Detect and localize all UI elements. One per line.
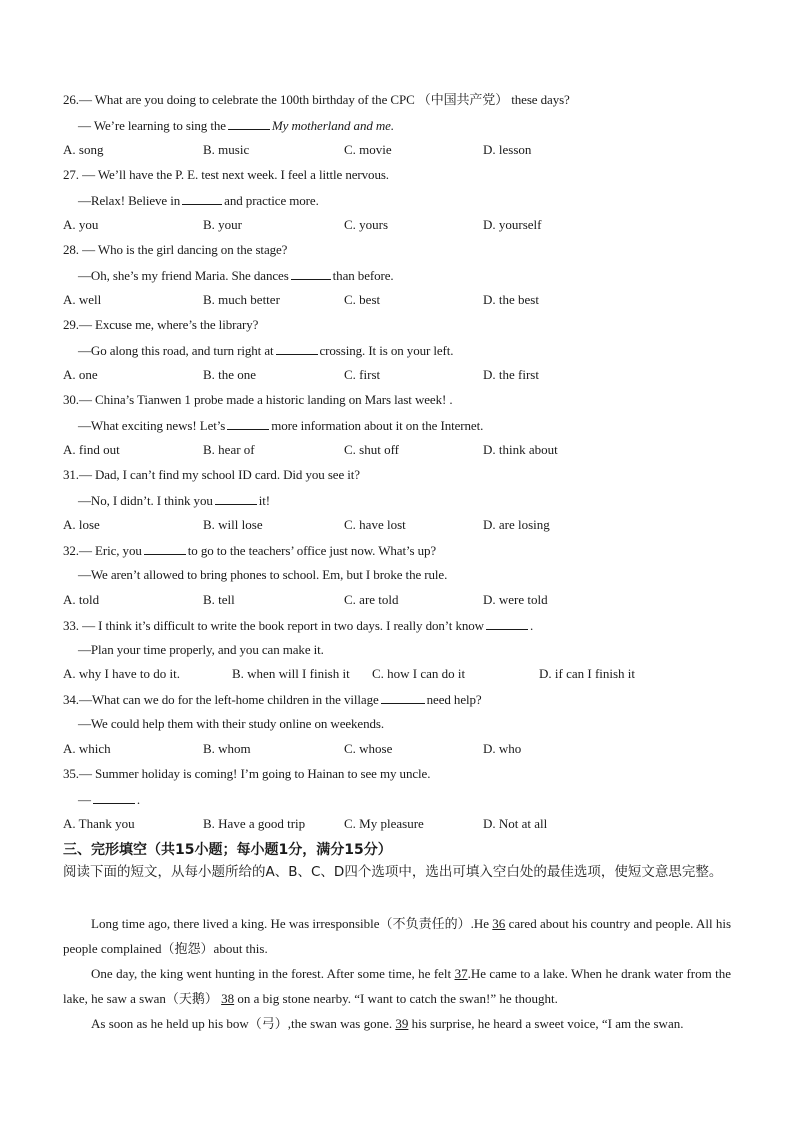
q30-answer — [78, 417, 483, 434]
q34-question — [63, 691, 482, 708]
q27-option-b[interactable]: B. your — [203, 217, 242, 232]
p3-text-b: his surprise, he heard a sweet voice, “I am the swan. — [411, 1016, 684, 1031]
blank-39[interactable]: 39 — [395, 1016, 409, 1031]
q34-question-text: 34.—What can we do for the left-home children in the village — [63, 692, 379, 707]
q35-answer-rest: . — [136, 792, 141, 807]
q31-answer-text: —No, I didn’t. I think you — [78, 493, 213, 508]
q30-question: 30.— China’s Tianwen 1 probe made a historic landing on Mars last week! . — [63, 392, 453, 407]
q31-answer — [78, 492, 270, 509]
q28-question: 28. — Who is the girl dancing on the stage? — [63, 242, 288, 257]
q33-option-b[interactable]: B. when will I finish it — [232, 666, 350, 681]
q28-option-a[interactable]: A. well — [63, 292, 102, 307]
q26-blank — [228, 117, 270, 130]
passage-paragraph-3 — [63, 1011, 731, 1036]
q30-option-a[interactable]: A. find out — [63, 442, 120, 457]
q29-option-b[interactable]: B. the one — [203, 367, 257, 382]
q26-answer-text: — We’re learning to sing the — [78, 118, 226, 133]
q29-question: 29.— Excuse me, where’s the library? — [63, 317, 259, 332]
q32-question — [63, 542, 436, 559]
q35-blank — [93, 791, 135, 804]
q26-song-title: My motherland and me. — [271, 118, 395, 133]
q34-question-rest: need help? — [426, 692, 482, 707]
blank-38[interactable]: 38 — [221, 991, 235, 1006]
q33-option-a[interactable]: A. why I have to do it. — [63, 666, 180, 681]
blank-36[interactable]: 36 — [492, 916, 506, 931]
passage-paragraph-1 — [63, 911, 731, 961]
q29-answer — [78, 342, 453, 359]
q33-question-text: 33. — I think it’s difficult to write the book report in two days. I really don’t know — [63, 618, 484, 633]
q29-answer-text: —Go along this road, and turn right at — [78, 343, 274, 358]
q27-option-d[interactable]: D. yourself — [483, 217, 542, 232]
q32-option-c[interactable]: C. are told — [344, 592, 399, 607]
q33-option-c[interactable]: C. how I can do it — [372, 666, 466, 681]
q35-option-b[interactable]: B. Have a good trip — [203, 816, 306, 831]
q26-option-a[interactable]: A. song — [63, 142, 104, 157]
q34-answer: —We could help them with their study online on weekends. — [78, 716, 385, 731]
q27-answer-text: —Relax! Believe in — [78, 193, 181, 208]
q26-answer — [78, 117, 394, 134]
p2-text-b: .He came to a lake. When he drank water from the lake, he saw a swan（天鹅） — [63, 966, 732, 1006]
q29-option-a[interactable]: A. one — [63, 367, 98, 382]
q29-option-c[interactable]: C. first — [344, 367, 381, 382]
q31-option-d[interactable]: D. are losing — [483, 517, 550, 532]
q30-option-c[interactable]: C. shut off — [344, 442, 400, 457]
q27-question: 27. — We’ll have the P. E. test next week. I feel a little nervous. — [63, 167, 389, 182]
q26-question: 26.— What are you doing to celebrate the 100th birthday of the CPC （中国共产党） these days? — [63, 92, 570, 107]
q32-option-b[interactable]: B. tell — [203, 592, 235, 607]
q32-answer: —We aren’t allowed to bring phones to school. Em, but I broke the rule. — [78, 567, 448, 582]
q32-option-a[interactable]: A. told — [63, 592, 100, 607]
q26-option-d[interactable]: D. lesson — [483, 142, 532, 157]
q28-blank — [291, 267, 331, 280]
section-instructions: 阅读下面的短文，从每小题所给的A、B、C、D四个选项中，选出可填入空白处的最佳选项，使短文意思完整。 — [63, 864, 723, 880]
q29-option-d[interactable]: D. the first — [483, 367, 539, 382]
q31-question: 31.— Dad, I can’t find my school ID card. Did you see it? — [63, 467, 360, 482]
passage-paragraph-2 — [63, 961, 731, 1011]
q35-question: 35.— Summer holiday is coming! I’m going to Hainan to see my uncle. — [63, 766, 431, 781]
q30-answer-rest: more information about it on the Internet. — [271, 418, 484, 433]
q35-option-c[interactable]: C. My pleasure — [344, 816, 424, 831]
q33-answer: —Plan your time properly, and you can make it. — [78, 642, 324, 657]
q27-blank — [182, 192, 222, 205]
q27-option-a[interactable]: A. you — [63, 217, 99, 232]
q28-option-d[interactable]: D. the best — [483, 292, 539, 307]
q31-option-a[interactable]: A. lose — [63, 517, 100, 532]
q30-answer-text: —What exciting news! Let’s — [78, 418, 226, 433]
q27-answer-rest: and practice more. — [224, 193, 319, 208]
q29-answer-rest: crossing. It is on your left. — [319, 343, 454, 358]
q26-option-c[interactable]: C. movie — [344, 142, 392, 157]
q31-option-b[interactable]: B. will lose — [203, 517, 263, 532]
p3-text-a: As soon as he held up his bow（弓）,the swan was gone. — [91, 1016, 393, 1031]
q33-blank — [486, 617, 528, 630]
q33-question-rest: . — [529, 618, 534, 633]
q32-blank — [144, 542, 186, 555]
p1-text-a: Long time ago, there lived a king. He was irresponsible（不负责任的）.He — [91, 916, 490, 931]
q35-answer — [78, 791, 140, 808]
q33-question — [63, 617, 533, 634]
q31-answer-rest: it! — [258, 493, 271, 508]
q35-option-d[interactable]: D. Not at all — [483, 816, 548, 831]
q34-option-d[interactable]: D. who — [483, 741, 522, 756]
q30-option-d[interactable]: D. think about — [483, 442, 558, 457]
q31-option-c[interactable]: C. have lost — [344, 517, 406, 532]
q32-question-text: 32.— Eric, you — [63, 543, 142, 558]
blank-37[interactable]: 37 — [454, 966, 468, 981]
q34-option-a[interactable]: A. which — [63, 741, 111, 756]
q28-answer-rest: than before. — [332, 268, 394, 283]
q31-blank — [215, 492, 257, 505]
q34-option-c[interactable]: C. whose — [344, 741, 393, 756]
q28-option-c[interactable]: C. best — [344, 292, 381, 307]
q35-dash: — — [78, 792, 91, 807]
q30-option-b[interactable]: B. hear of — [203, 442, 255, 457]
q33-option-d[interactable]: D. if can I finish it — [539, 666, 636, 681]
p2-text-c: on a big stone nearby. “I want to catch the swan!” he thought. — [237, 991, 558, 1006]
q32-question-rest: to go to the teachers’ office just now. What’s up? — [187, 543, 437, 558]
q34-option-b[interactable]: B. whom — [203, 741, 251, 756]
q32-option-d[interactable]: D. were told — [483, 592, 548, 607]
q27-option-c[interactable]: C. yours — [344, 217, 389, 232]
q34-blank — [381, 691, 425, 704]
p2-text-a: One day, the king went hunting in the forest. After some time, he felt — [91, 966, 452, 981]
q27-answer — [78, 192, 319, 209]
q28-answer-text: —Oh, she’s my friend Maria. She dances — [78, 268, 289, 283]
p1-text-b: cared about his country and people. All his people complained（抱怨）about this. — [63, 916, 732, 956]
q30-blank — [227, 417, 269, 430]
q26-option-b[interactable]: B. music — [203, 142, 250, 157]
section-heading: 三、完形填空（共15小题；每小题1分，满分15分） — [63, 842, 392, 858]
q28-answer — [78, 267, 394, 284]
q35-option-a[interactable]: A. Thank you — [63, 816, 135, 831]
q29-blank — [276, 342, 318, 355]
q28-option-b[interactable]: B. much better — [203, 292, 280, 307]
